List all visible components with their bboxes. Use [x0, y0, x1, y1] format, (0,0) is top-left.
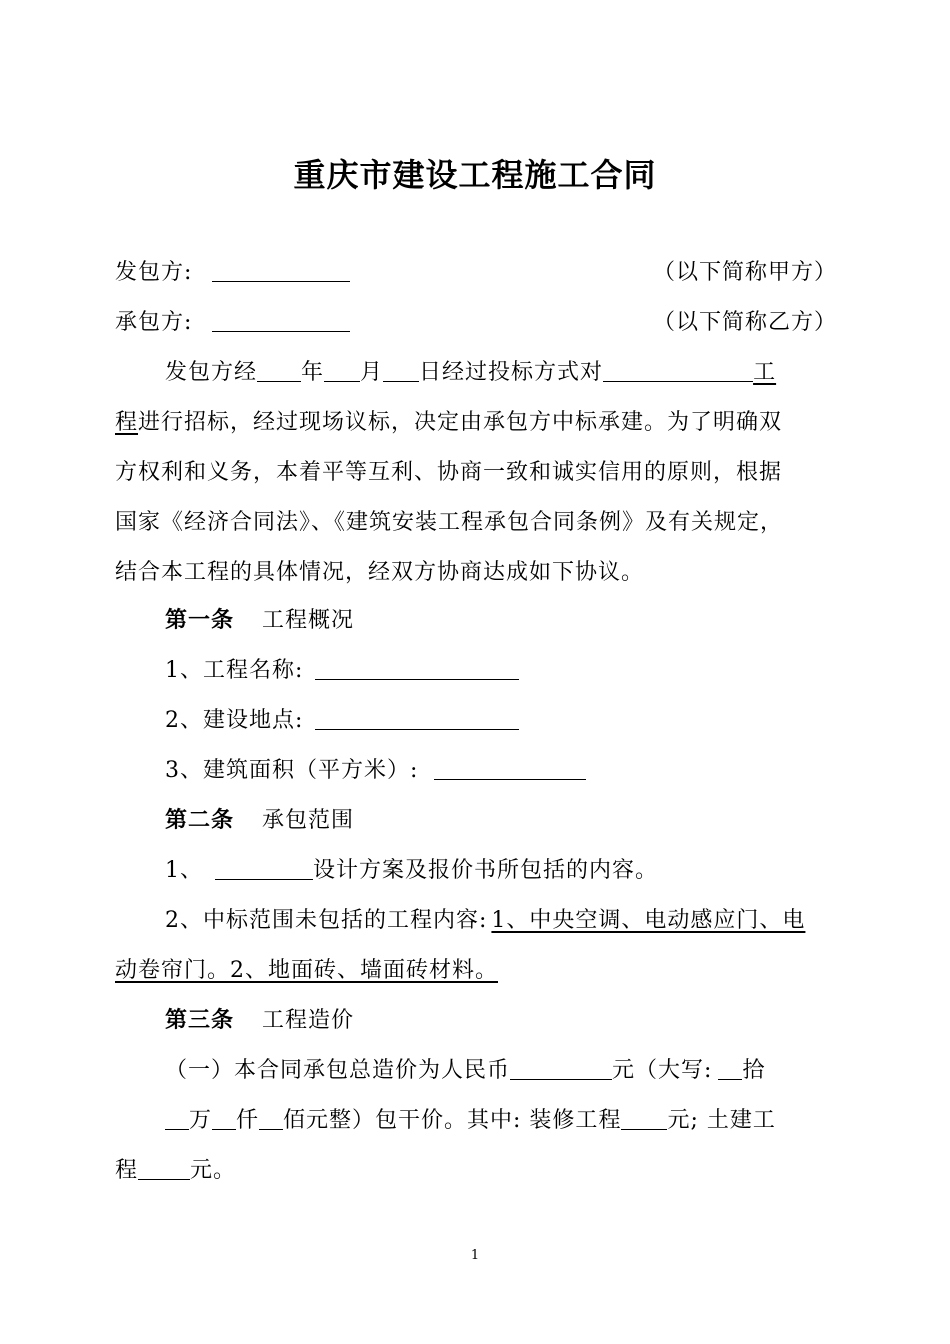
page-number: 1	[470, 1248, 480, 1263]
article-3-line-2: 万 仟 佰元整）包干价。其中: 装修工程 元; 土建工	[165, 1106, 837, 1136]
contractor-label: 承包方:	[115, 310, 193, 335]
qian-blank[interactable]	[212, 1107, 236, 1130]
article-2-heading: 第二条 承包范围	[165, 808, 355, 833]
price-blank[interactable]	[510, 1057, 612, 1080]
article-3-heading: 第三条 工程造价	[165, 1008, 355, 1033]
article-2-item-1: 1、 设计方案及报价书所包括的内容。	[165, 858, 659, 883]
month-blank[interactable]	[324, 359, 360, 382]
scope-blank[interactable]	[215, 857, 313, 880]
article-2-item-2: 2、中标范围未包括的工程内容: 1、中央空调、电动感应门、电	[165, 908, 806, 933]
shi-blank[interactable]	[718, 1057, 742, 1080]
article-3-line-1: （一）本合同承包总造价为人民币 元（大写: 拾	[165, 1058, 766, 1083]
employer-blank[interactable]	[212, 259, 350, 282]
article-2-item-2-cont: 动卷帘门。2、地面砖、墙面砖材料。	[115, 958, 498, 983]
article-1-heading: 第一条 工程概况	[165, 608, 355, 633]
day-blank[interactable]	[383, 359, 419, 382]
project-blank[interactable]	[603, 359, 753, 382]
project-name-blank[interactable]	[315, 657, 519, 680]
preamble-line-2: 程进行招标，经过现场议标，决定由承包方中标承建。为了明确双	[115, 410, 783, 435]
wan-blank[interactable]	[165, 1107, 189, 1130]
preamble-line-5: 结合本工程的具体情况，经双方协商达成如下协议。	[115, 560, 645, 585]
preamble-line-1: 发包方经 年 月 日经过投标方式对 工	[165, 360, 777, 385]
preamble-line-4: 国家《经济合同法》、《建筑安装工程承包合同条例》及有关规定，	[115, 510, 784, 535]
year-blank[interactable]	[257, 359, 301, 382]
article-3-line-3: 程 元。	[115, 1158, 237, 1183]
contractor-blank[interactable]	[212, 309, 350, 332]
preamble-line-3: 方权利和义务，本着平等互利、协商一致和诚实信用的原则，根据	[115, 460, 783, 485]
area-blank[interactable]	[434, 757, 586, 780]
contractor-line	[115, 308, 837, 338]
employer-line	[115, 258, 837, 288]
location-blank[interactable]	[315, 707, 519, 730]
article-1-item-1: 1、工程名称:	[165, 656, 837, 686]
civil-cost-blank[interactable]	[138, 1157, 190, 1180]
employer-label: 发包方:	[115, 260, 193, 285]
article-1-item-3: 3、建筑面积（平方米）:	[165, 756, 837, 786]
document-title: 重庆市建设工程施工合同	[293, 156, 657, 194]
decoration-cost-blank[interactable]	[621, 1107, 667, 1130]
article-1-item-2: 2、建设地点:	[165, 706, 837, 736]
employer-note: （以下简称甲方）	[652, 260, 837, 285]
contractor-note: （以下简称乙方）	[652, 310, 837, 335]
bai-blank[interactable]	[259, 1107, 283, 1130]
